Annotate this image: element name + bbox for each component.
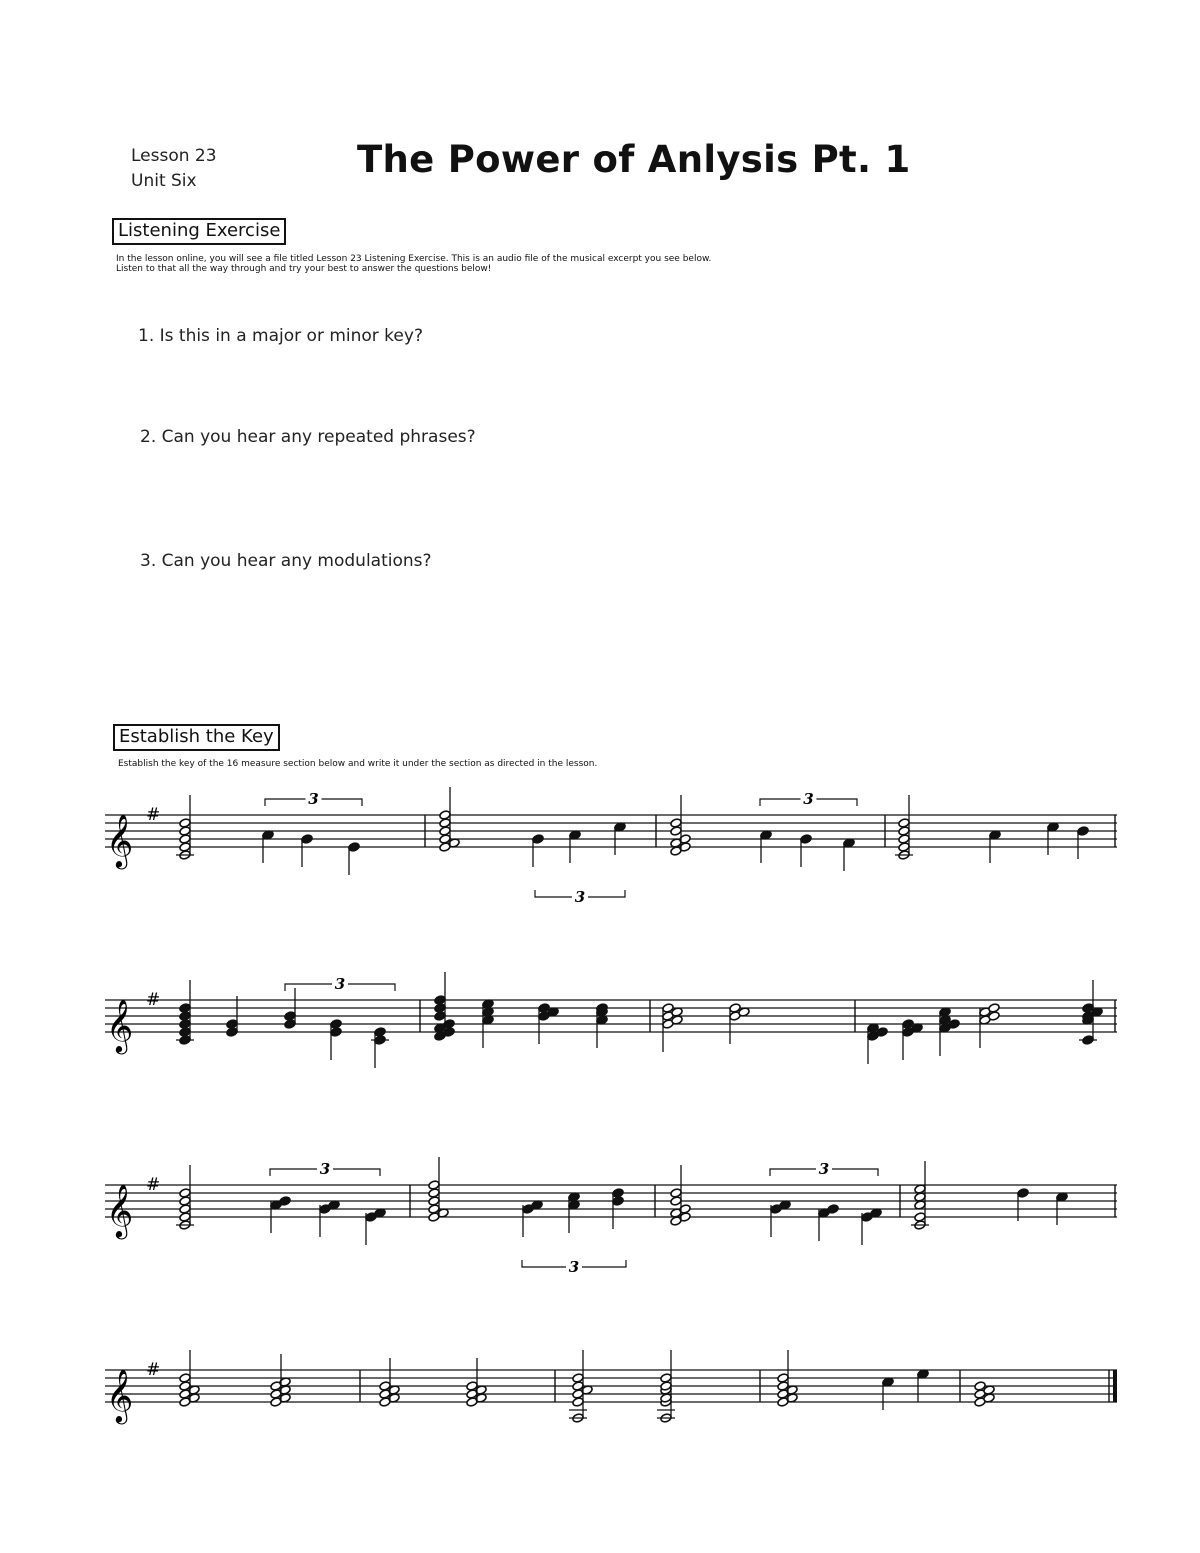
notehead: [179, 818, 191, 828]
notehead: [434, 995, 446, 1005]
establish-key-heading: Establish the Key: [113, 724, 280, 751]
tuplet-number: 3: [319, 1160, 331, 1178]
tuplet-number: 3: [803, 790, 814, 808]
treble-clef-icon: 𝄞: [106, 998, 134, 1052]
notehead: [330, 1019, 342, 1029]
staff-svg: [100, 1140, 1120, 1280]
notehead: [439, 810, 451, 820]
establish-instructions: Establish the key of the 16 measure section below and write it under the section as directed in the lesson.: [118, 759, 598, 769]
notehead: [660, 1373, 672, 1383]
staff-system-3: [100, 1140, 1120, 1280]
staff-svg: [100, 1325, 1120, 1465]
tuplet-number: 3: [574, 888, 586, 906]
notehead: [777, 1373, 789, 1383]
notehead: [572, 1373, 584, 1383]
staff-system-2: [100, 955, 1120, 1095]
sharp-icon: #: [146, 990, 161, 1010]
staff-system-4: [100, 1325, 1120, 1465]
tuplet-number: 3: [334, 975, 346, 993]
notehead: [988, 1003, 1000, 1013]
question-2: 2. Can you hear any repeated phrases?: [140, 427, 476, 447]
unit-name: Unit Six: [131, 171, 197, 191]
notehead: [914, 1212, 926, 1222]
tuplet-number: 3: [308, 790, 319, 808]
treble-clef-icon: 𝄞: [106, 1368, 134, 1422]
treble-clef-icon: 𝄞: [106, 1183, 134, 1237]
notehead: [670, 1188, 682, 1198]
notehead: [179, 1188, 191, 1198]
notehead: [612, 1188, 624, 1198]
question-3: 3. Can you hear any modulations?: [140, 551, 432, 571]
page-title: The Power of Anlysis Pt. 1: [357, 138, 911, 181]
notehead: [1017, 1188, 1029, 1198]
staff-svg: [100, 770, 1120, 910]
notehead: [179, 1373, 191, 1383]
notehead: [532, 834, 544, 844]
notehead: [800, 834, 812, 844]
notehead: [898, 818, 910, 828]
notehead: [226, 1019, 238, 1029]
notehead: [301, 834, 313, 844]
notehead: [279, 1196, 291, 1206]
staff-svg: [100, 955, 1120, 1095]
listening-instructions-line-1: In the lesson online, you will see a file titled Lesson 23 Listening Exercise. This is an audio file of the musical excerpt you see below.: [116, 254, 712, 264]
lesson-number: Lesson 23: [131, 146, 217, 166]
listening-instructions-line-2: Listen to that all the way through and try your best to answer the questions below!: [116, 264, 492, 274]
notehead: [348, 842, 360, 852]
notehead: [428, 1180, 440, 1190]
question-1: 1. Is this in a major or minor key?: [138, 326, 423, 346]
notehead: [827, 1204, 839, 1214]
notehead: [670, 818, 682, 828]
sharp-icon: #: [146, 1175, 161, 1195]
staff-system-1: [100, 770, 1120, 910]
treble-clef-icon: 𝄞: [106, 813, 134, 867]
tuplet-number: 3: [818, 1160, 830, 1178]
notehead: [1077, 826, 1089, 836]
listening-instructions: [116, 254, 711, 274]
notehead: [374, 1027, 386, 1037]
sharp-icon: #: [146, 1360, 161, 1380]
tuplet-number: 3: [568, 1258, 580, 1276]
sharp-icon: #: [146, 805, 161, 825]
lesson-label: [131, 144, 217, 194]
listening-exercise-heading: Listening Exercise: [112, 218, 286, 245]
notehead: [284, 1011, 296, 1021]
notehead: [179, 1003, 191, 1013]
